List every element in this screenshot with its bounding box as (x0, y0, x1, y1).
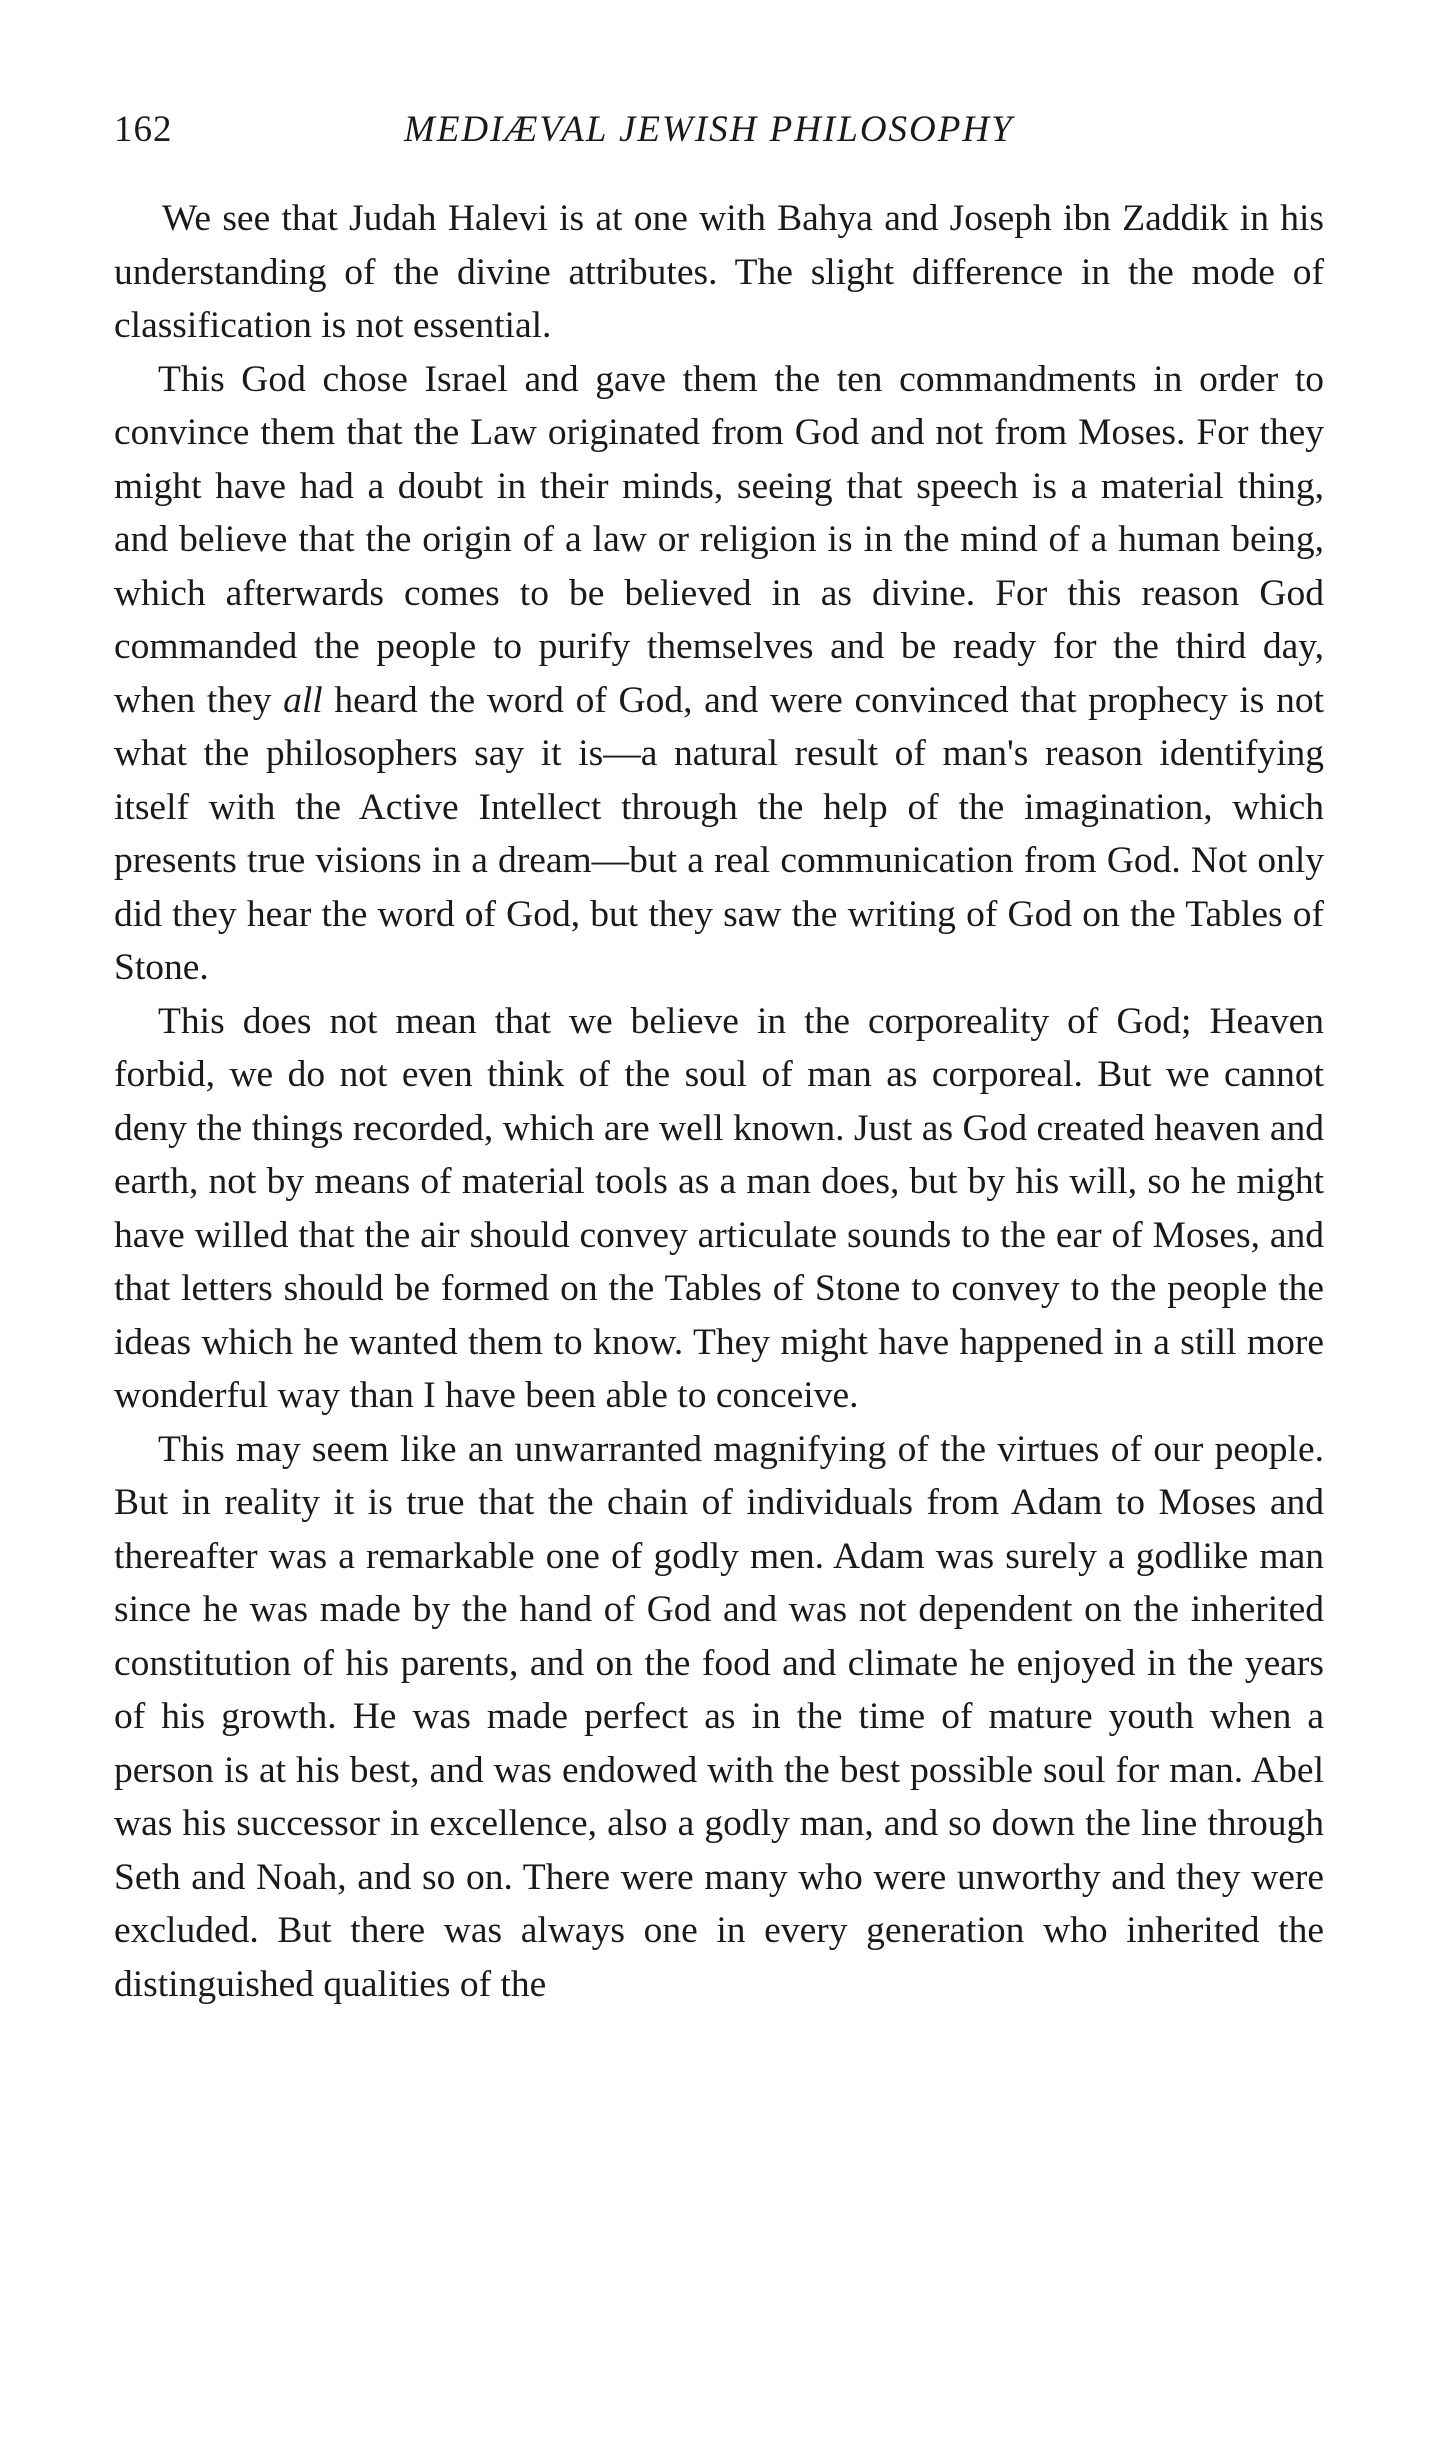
paragraph-corporeality: This does not mean that we believe in the corporeality of God; Heaven forbid, we do not even think of the soul of man as corporeal. But we cannot deny the things recorded, which are well known. Just as God created heaven and earth, not by means of material tools as a man does, but by his will, so he might have willed that the air should convey articulate sounds to the ear of Moses, and that letters should be formed on the Tables of Stone to convey to the people the ideas which he wanted them to know. They might have happened in a still more wonderful way than I have been able to conceive. (114, 1000, 1324, 1416)
paragraph-chain-of-godly-men: This may seem like an unwarranted magnifying of the virtues of our people. But in reality it is true that the chain of individuals from Adam to Moses and thereafter was a remarkable one of godly men. Adam was surely a godlike man since he was made by the hand of God and was not dependent on the inherited constitution of his parents, and on the food and climate he enjoyed in the years of his growth. He was made perfect as in the time of mature youth when a person is at his best, and was endowed with the best possible soul for man. Abel was his successor in excellence, also a godly man, and so down the line through Seth and Noah, and so on. There were many who were unworthy and they were excluded. But there was always one in every generation who inherited the distinguished qualities of the (114, 1428, 1324, 2005)
running-head (114, 100, 1324, 160)
page-number: 162 (114, 109, 173, 150)
paragraph-commandments (114, 353, 1324, 995)
paragraph-commandments-end: heard the word of God, and were convinced that prophecy is not what the philosophers say it is—a natural result of man's reason identifying itself with the Active Intellect through the help of the imagination, which presents true visions in a dream—but a real communication from God. Not only did they hear the word of God, but they saw the writing of God on the Tables of Stone. (114, 679, 1324, 988)
paragraph-attributes: We see that Judah Halevi is at one with Bahya and Joseph ibn Zaddik in his understanding of the divine attributes. The slight difference in the mode of classification is not essential. (114, 198, 1324, 346)
running-title: MEDIÆVAL JEWISH PHILOSOPHY (404, 109, 1014, 150)
body-text (114, 192, 1324, 2011)
paragraph-commandments-start: This God chose Israel and gave them the ten commandments in order to convince them that the Law originated from God and not from Moses. For they might have had a doubt in their minds, seeing that speech is a material thing, and believe that the origin of a law or religion is in the mind of a human being, which afterwards comes to be believed in as divine. For this reason God commanded the people to purify themselves and be ready for the third day, when they (114, 358, 1324, 721)
emphasis-all: all (283, 679, 323, 721)
